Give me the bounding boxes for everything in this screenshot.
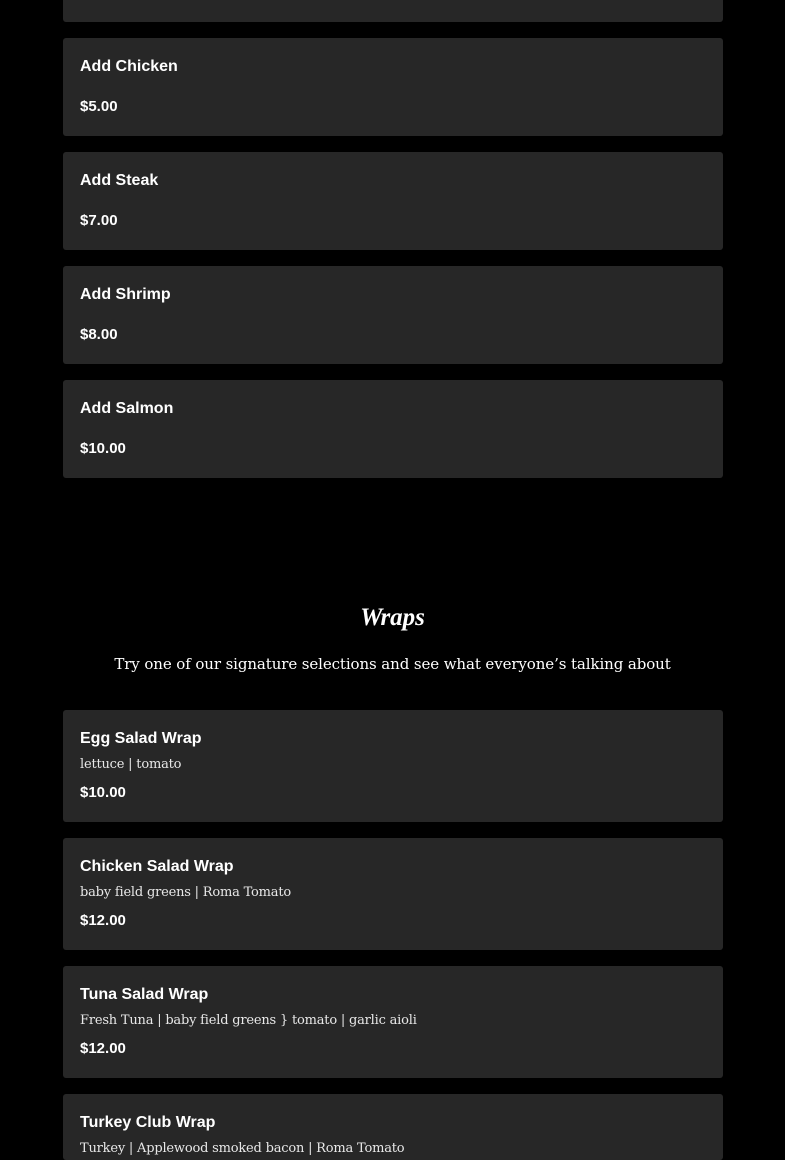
menu-item-name: Turkey Club Wrap (80, 1114, 216, 1131)
section-subtitle: Try one of our signature selections and see what everyone’s talking about (114, 655, 671, 673)
menu-item-description: lettuce | tomato (80, 757, 182, 772)
menu-item-turkey-club-wrap[interactable] (63, 1094, 723, 1160)
menu-item-name: Add Chicken (80, 58, 178, 75)
menu-item-name: Add Steak (80, 172, 159, 189)
menu-item-egg-salad-wrap[interactable] (63, 710, 723, 822)
menu-item-name: Egg Salad Wrap (80, 730, 202, 747)
menu-item-price: $5.00 (80, 98, 118, 115)
menu-item-tuna-salad-wrap[interactable] (63, 966, 723, 1078)
menu-item-name: Tuna Salad Wrap (80, 986, 209, 1003)
menu-item-add-shrimp[interactable] (63, 266, 723, 364)
menu-item-description: Fresh Tuna | baby field greens } tomato | garlic aioli (80, 1013, 417, 1028)
menu-item-price: $10.00 (80, 784, 126, 801)
menu-item-add-steak[interactable] (63, 152, 723, 250)
menu-item-card[interactable] (63, 0, 723, 22)
menu-item-price: $10.00 (80, 440, 126, 457)
menu-item-description: baby field greens | Roma Tomato (80, 885, 291, 900)
menu-item-price: $12.00 (80, 1040, 126, 1057)
menu-item-price: $12.00 (80, 912, 126, 929)
section-title: Wraps (360, 604, 425, 631)
menu-item-add-salmon[interactable] (63, 380, 723, 478)
menu-item-add-chicken[interactable] (63, 38, 723, 136)
menu-item-price: $7.00 (80, 212, 118, 229)
menu-item-name: Chicken Salad Wrap (80, 858, 234, 875)
menu-item-description: Turkey | Applewood smoked bacon | Roma Tomato (80, 1141, 405, 1156)
menu-item-name: Add Shrimp (80, 286, 171, 303)
menu-item-price: $8.00 (80, 326, 118, 343)
menu-item-chicken-salad-wrap[interactable] (63, 838, 723, 950)
menu-item-name: Add Salmon (80, 400, 174, 417)
